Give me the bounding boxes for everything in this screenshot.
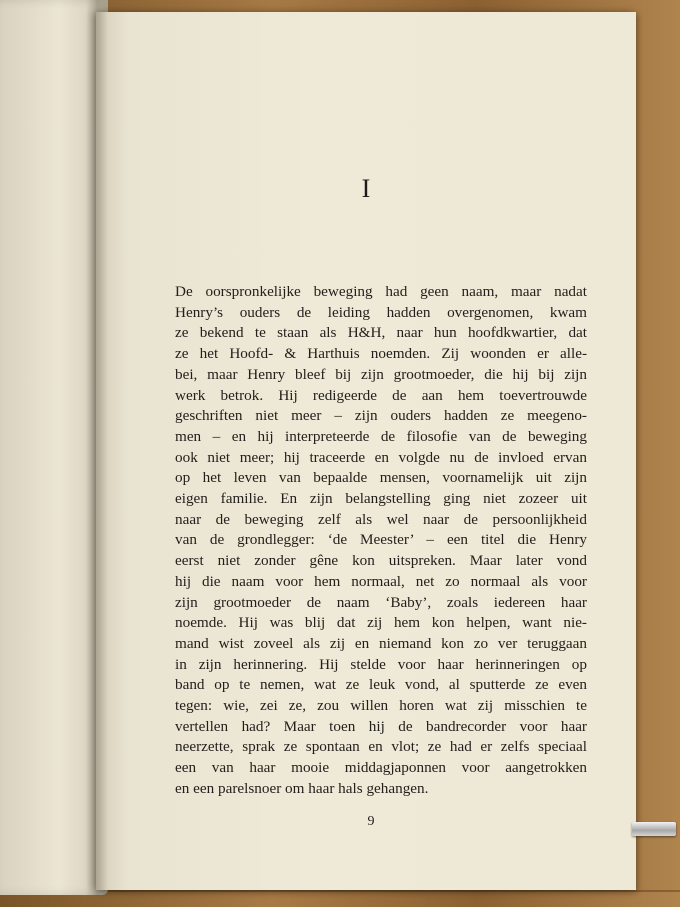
text-line: zijn grootmoeder de naam ‘Baby’, zoals iedereen haar	[175, 593, 587, 611]
text-line: mand wist zoveel als zij en niemand kon zo ver teruggaan	[175, 634, 587, 652]
text-line: neerzette, sprak ze spontaan en vlot; ze had er zelfs speciaal	[175, 738, 587, 756]
text-line: naar de beweging zelf als wel naar de persoonlijkheid	[175, 510, 587, 528]
text-line: ook niet meer; hij traceerde en volgde nu de invloed ervan	[175, 448, 587, 466]
text-line: men – en hij interpreteerde de filosofie van de beweging	[175, 427, 587, 445]
text-line: De oorspronkelijke beweging had geen naam, maar nadat	[175, 283, 587, 300]
text-line: tegen: wie, zei ze, zou willen horen wat zij misschien te	[175, 697, 587, 715]
text-line: op het leven van bepaalde mensen, voornamelijk uit zijn	[175, 469, 587, 487]
body-text	[175, 282, 587, 800]
text-line: een van haar mooie middagjaponnen voor aangetrokken	[175, 759, 587, 777]
text-line: ze bekend te staan als H&H, naar hun hoofdkwartier, dat	[175, 324, 587, 342]
text-line: en een parelsnoer om haar hals gehangen.	[175, 779, 429, 797]
text-line: bei, maar Henry bleef bij zijn grootmoeder, die hij bij zijn	[175, 365, 587, 383]
text-line: ze het Hoofd- & Harthuis noemden. Zij woonden er alle-	[175, 345, 587, 363]
text-line: hij die naam voor hem normaal, net zo normaal als voor	[175, 572, 587, 590]
page-number: 9	[367, 814, 375, 829]
chapter-number: I	[361, 174, 371, 203]
text-line: eigen familie. En zijn belangstelling ging niet zozeer uit	[175, 490, 587, 508]
text-line: geschriften niet meer – zijn ouders hadden ze meegeno-	[175, 407, 587, 425]
text-line: noemde. Hij was blij dat zij hem kon helpen, want nie-	[175, 614, 587, 632]
book-gutter	[86, 0, 108, 895]
text-line: band op te nemen, wat ze leuk vond, al sputterde ze even	[175, 676, 587, 694]
text-line: vertellen had? Maar toen hij de bandrecorder voor haar	[175, 717, 587, 735]
text-line: eerst niet zonder gêne kon uitspreken. Maar later vond	[175, 552, 587, 570]
text-line: van de grondlegger: ‘de Meester’ – een titel die Henry	[175, 531, 587, 549]
text-line: in zijn herinnering. Hij stelde voor haar herinneringen op	[175, 655, 587, 673]
text-line: Henry’s ouders de leiding hadden overgenomen, kwam	[175, 303, 587, 321]
text-line: werk betrok. Hij redigeerde de aan hem toevertrouwde	[175, 386, 587, 404]
